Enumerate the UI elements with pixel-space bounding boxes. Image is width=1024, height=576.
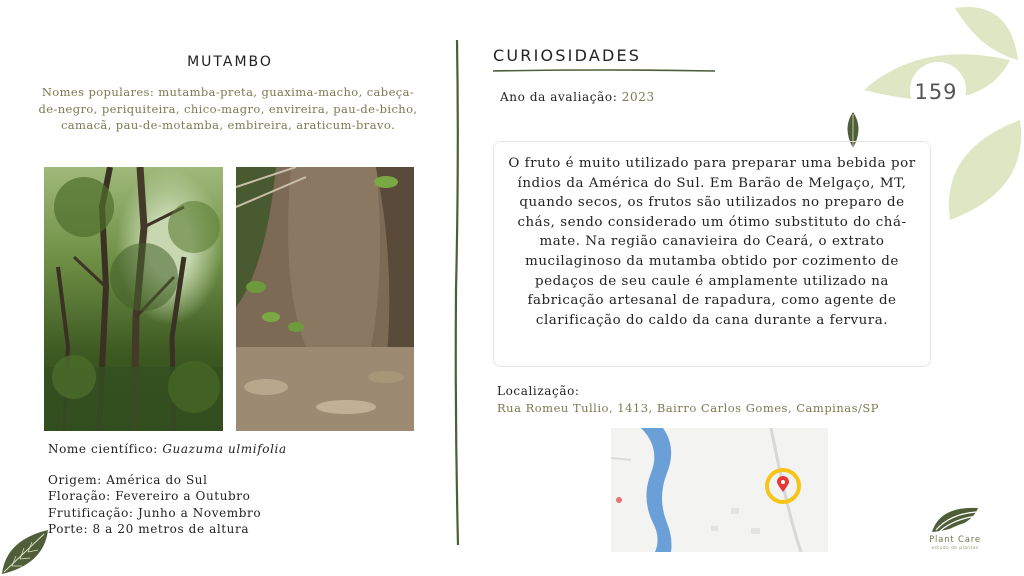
plant-details [48, 441, 428, 538]
vertical-divider [452, 40, 462, 545]
forest-trees-illustration [44, 167, 223, 431]
scientific-name-label: Nome científico: [48, 442, 163, 456]
page-number: 159 [914, 80, 958, 104]
location-address: Rua Romeu Tullio, 1413, Bairro Carlos Gomes, Campinas/SP [497, 401, 880, 415]
leaf-icon [0, 526, 52, 576]
map-pin-icon[interactable] [777, 476, 789, 493]
curiosity-text-box: O fruto é muito utilizado para preparar uma bebida por índios da América do Sul. Em Barão de Melgaço, MT, quando secos, os frutos são utilizados no preparo de chás, sendo considerado um ótimo substituto do chá-mate. Na região canavieira do Ceará, o extrato mucilaginoso da mutamba obtido por cozimento de pedaços de seu caule é amplamente utilizado na fabricação artesanal de rapadura, como agente de clarificação do caldo da cana durante a fervura. [493, 141, 931, 367]
plant-title: MUTAMBO [187, 54, 273, 70]
location-label: Localização: [497, 384, 580, 398]
trunk-illustration [236, 167, 414, 431]
logo-tagline: estudo de plantas [931, 546, 979, 551]
evaluation-year [500, 90, 655, 104]
plant-size: Porte: 8 a 20 metros de altura [48, 522, 250, 536]
scientific-name: Guazuma ulmifolia [162, 442, 287, 456]
curiosities-title: CURIOSIDADES [493, 46, 642, 65]
scientific-name-line [48, 441, 428, 458]
trunk-photo [236, 167, 414, 431]
origin: Origem: América do Sul [48, 472, 208, 487]
fruiting: Frutificação: Junho a Novembro [48, 505, 262, 520]
plant-care-logo-icon [920, 502, 1000, 536]
title-underline [493, 68, 715, 74]
logo-name: Plant Care [929, 535, 981, 545]
map-illustration [611, 428, 828, 552]
year-label: Ano da avaliação: [500, 90, 622, 104]
forest-photo [44, 167, 223, 431]
popular-names: Nomes populares: mutamba-preta, guaxima-macho, cabeça-de-negro, periquiteira, chico-magro, envireira, pau-de-bicho, camacã, pau-de-motamba, embireira, araticum-bravo. [38, 85, 418, 132]
flowering: Floração: Fevereiro a Outubro [48, 489, 251, 503]
location-map[interactable] [611, 428, 828, 552]
year-value: 2023 [621, 90, 655, 104]
